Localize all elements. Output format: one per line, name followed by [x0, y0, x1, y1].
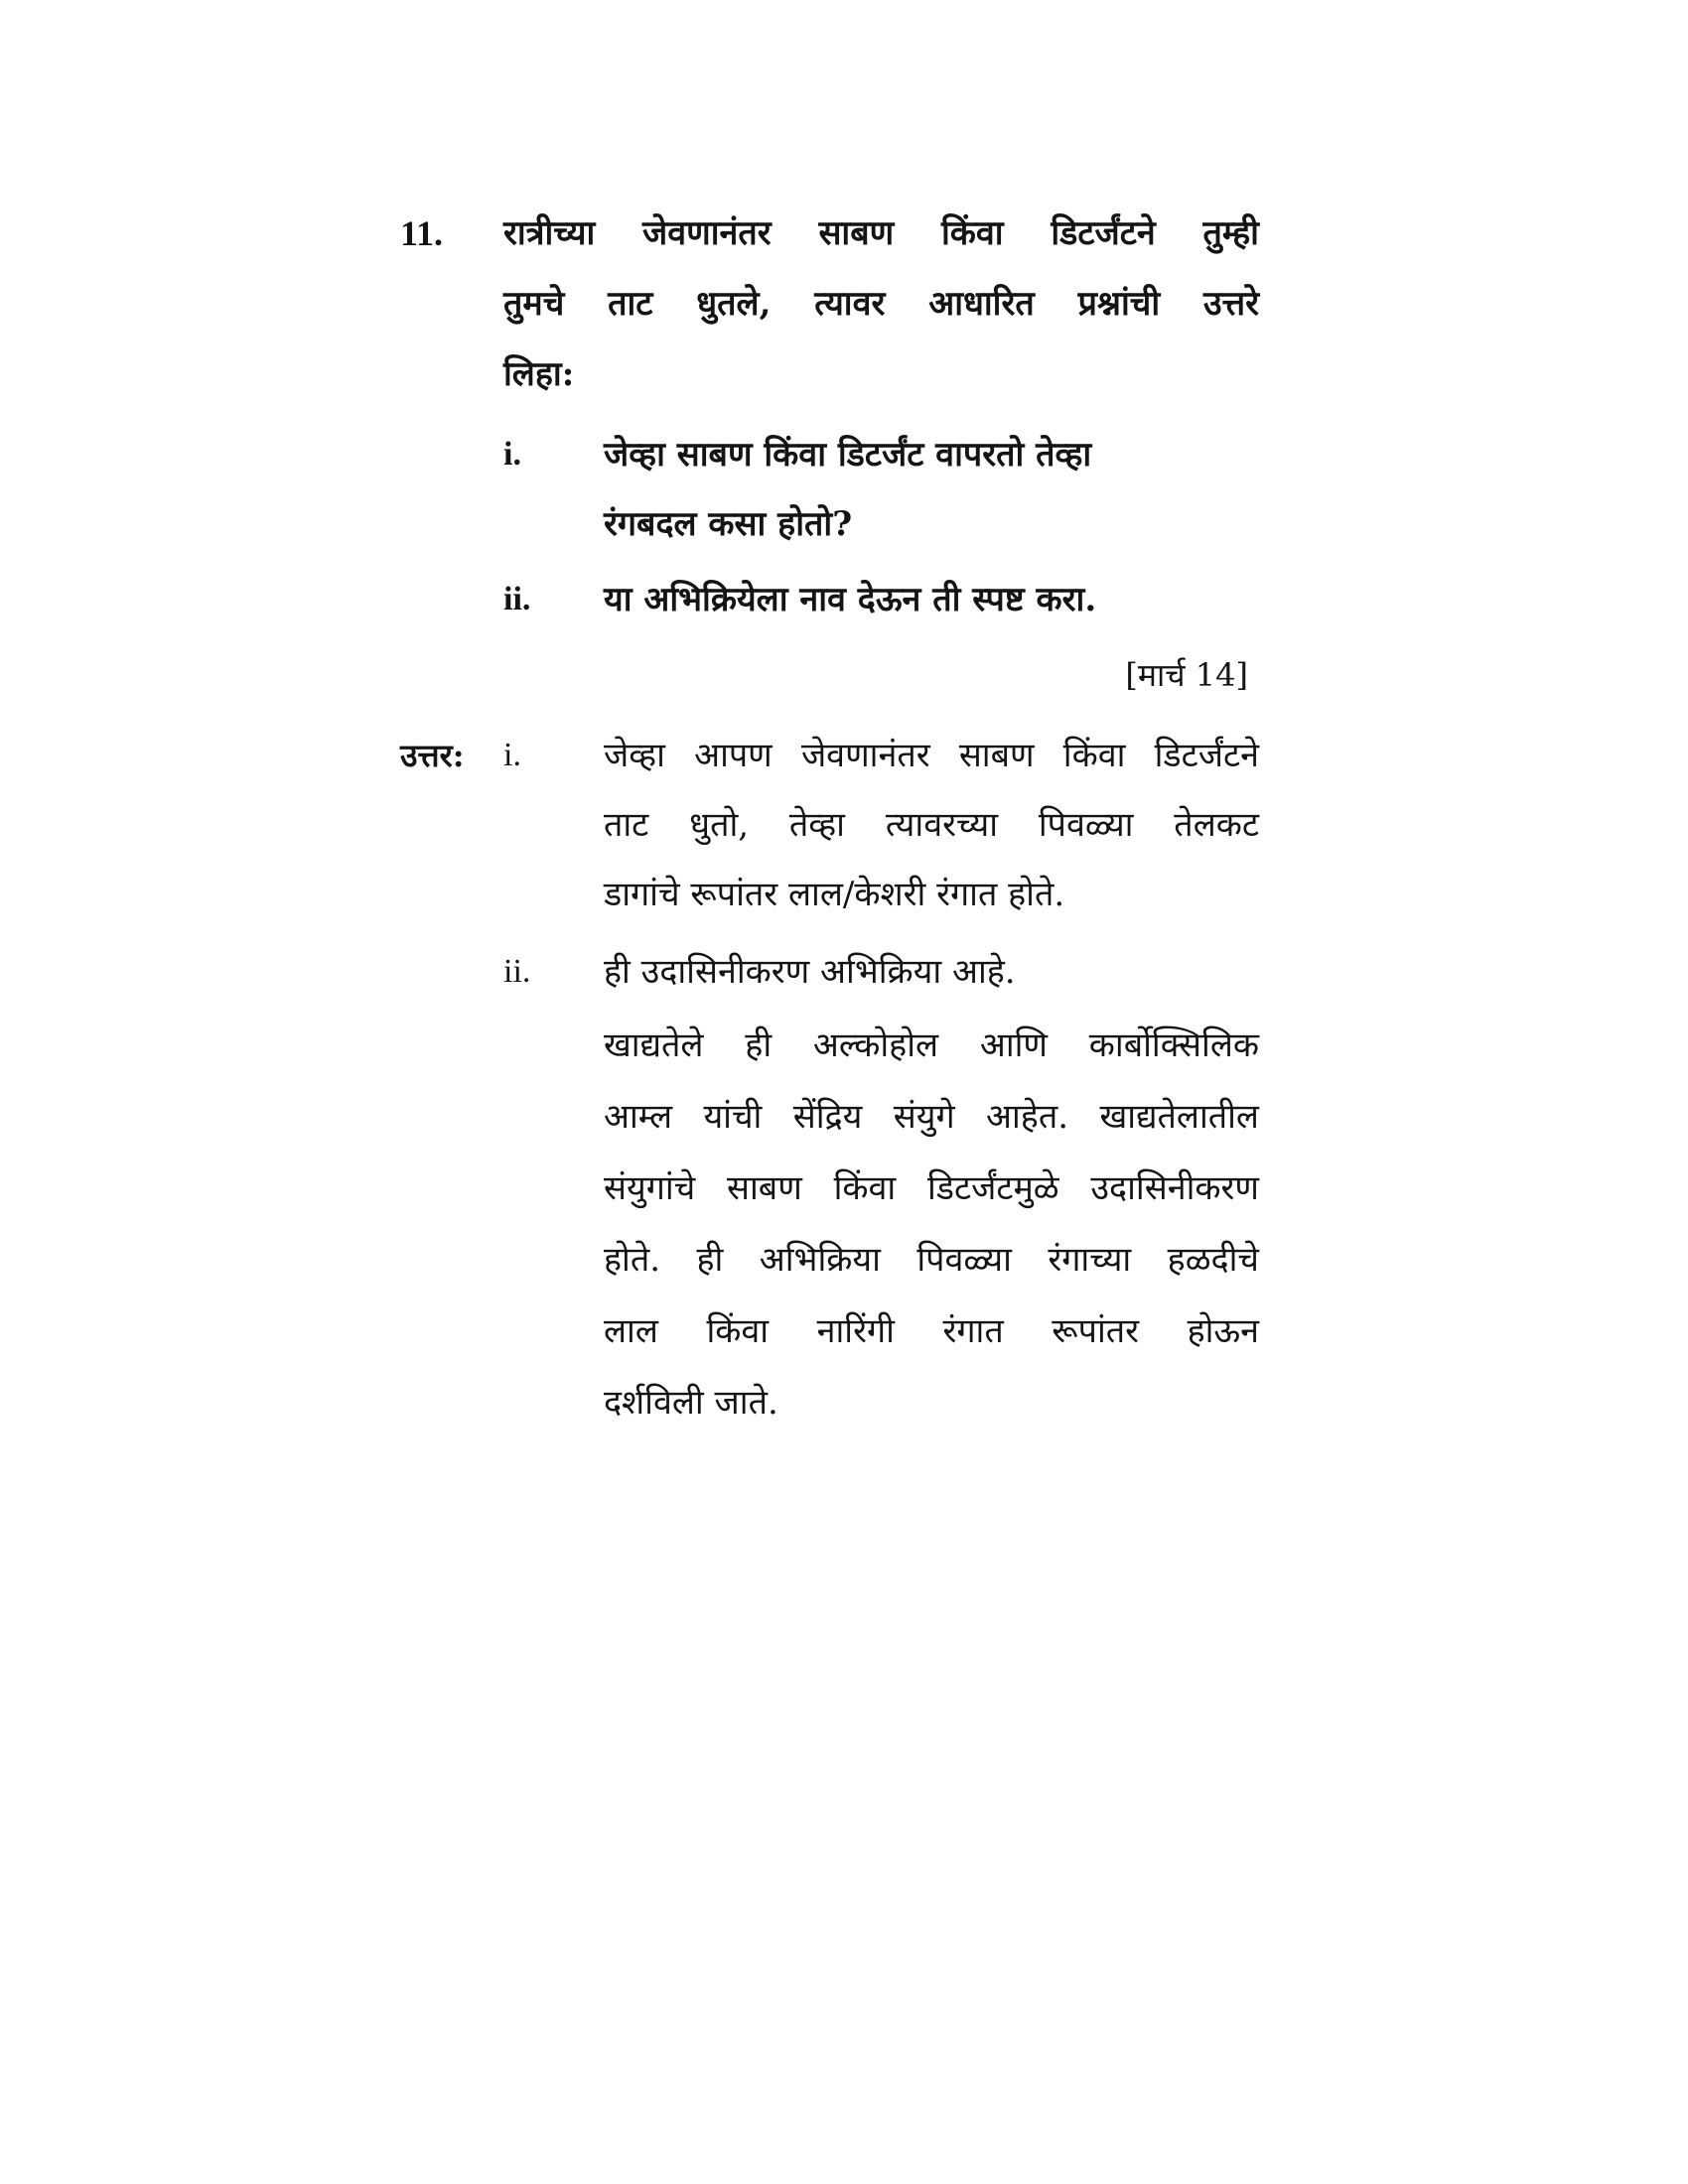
- subquestion-text: [604, 420, 1259, 559]
- question-line: तुमचे ताट धुतले, त्यावर आधारित प्रश्नांची उत्तरे: [503, 284, 1259, 324]
- explanation-line: दर्शविली जाते.: [604, 1383, 778, 1423]
- answer-explanation: [400, 1010, 1259, 1438]
- question-line: रात्रीच्या जेवणानंतर साबण किंवा डिटर्जंटने तुम्ही: [503, 213, 1259, 253]
- subquestion-line: जेव्हा साबण किंवा डिटर्जंट वापरतो तेव्हा: [604, 435, 1092, 475]
- answer-line: जेव्हा आपण जेवणानंतर साबण किंवा डिटर्जंटने: [604, 736, 1259, 775]
- subquestion-line: रंगबदल कसा होतो?: [604, 504, 853, 544]
- answer-ii: [400, 937, 1259, 1007]
- explanation-text: [604, 1010, 1259, 1438]
- answer-i: [400, 721, 1259, 929]
- answer-line: डागांचे रूपांतर लाल/केशरी रंगात होते.: [604, 875, 1065, 914]
- question-answer-block: [400, 199, 1259, 1438]
- question-line: लिहा:: [503, 354, 575, 394]
- explanation-line: खाद्यतेले ही अल्कोहोल आणि कार्बोक्सिलिक: [604, 1025, 1259, 1065]
- answer-label: उत्तर:: [400, 737, 465, 774]
- answer-part-label: i.: [503, 737, 521, 773]
- exam-reference: [मार्च 14]: [1125, 656, 1248, 694]
- subquestion-ii: [400, 565, 1259, 634]
- answer-text: [604, 721, 1259, 929]
- explanation-line: होते. ही अभिक्रिया पिवळ्या रंगाच्या हळदीचे: [604, 1240, 1259, 1280]
- subquestion-label: i.: [503, 436, 521, 473]
- answer-line: ही उदासिनीकरण अभिक्रिया आहे.: [604, 952, 1016, 992]
- answer-text: [604, 937, 1259, 1007]
- subquestion-i: [400, 420, 1259, 559]
- explanation-line: संयुगांचे साबण किंवा डिटर्जंटमुळे उदासिनीकरण: [604, 1168, 1259, 1208]
- explanation-line: लाल किंवा नारिंगी रंगात रूपांतर होऊन: [604, 1311, 1259, 1351]
- question-text: [503, 199, 1259, 410]
- subquestion-line: या अभिक्रियेला नाव देऊन ती स्पष्ट करा.: [604, 580, 1097, 619]
- subquestion-text: [604, 565, 1259, 634]
- question-11: [400, 199, 1259, 410]
- subquestion-label: ii.: [503, 581, 531, 617]
- answer-part-label: ii.: [503, 953, 531, 990]
- answer-label-spacer: [400, 937, 503, 1007]
- answer-line: ताट धुतो, तेव्हा त्यावरच्या पिवळ्या तेलकट: [604, 805, 1259, 845]
- explanation-line: आम्ल यांची सेंद्रिय संयुगे आहेत. खाद्यतेलातील: [604, 1097, 1259, 1137]
- question-number: 11.: [400, 213, 444, 253]
